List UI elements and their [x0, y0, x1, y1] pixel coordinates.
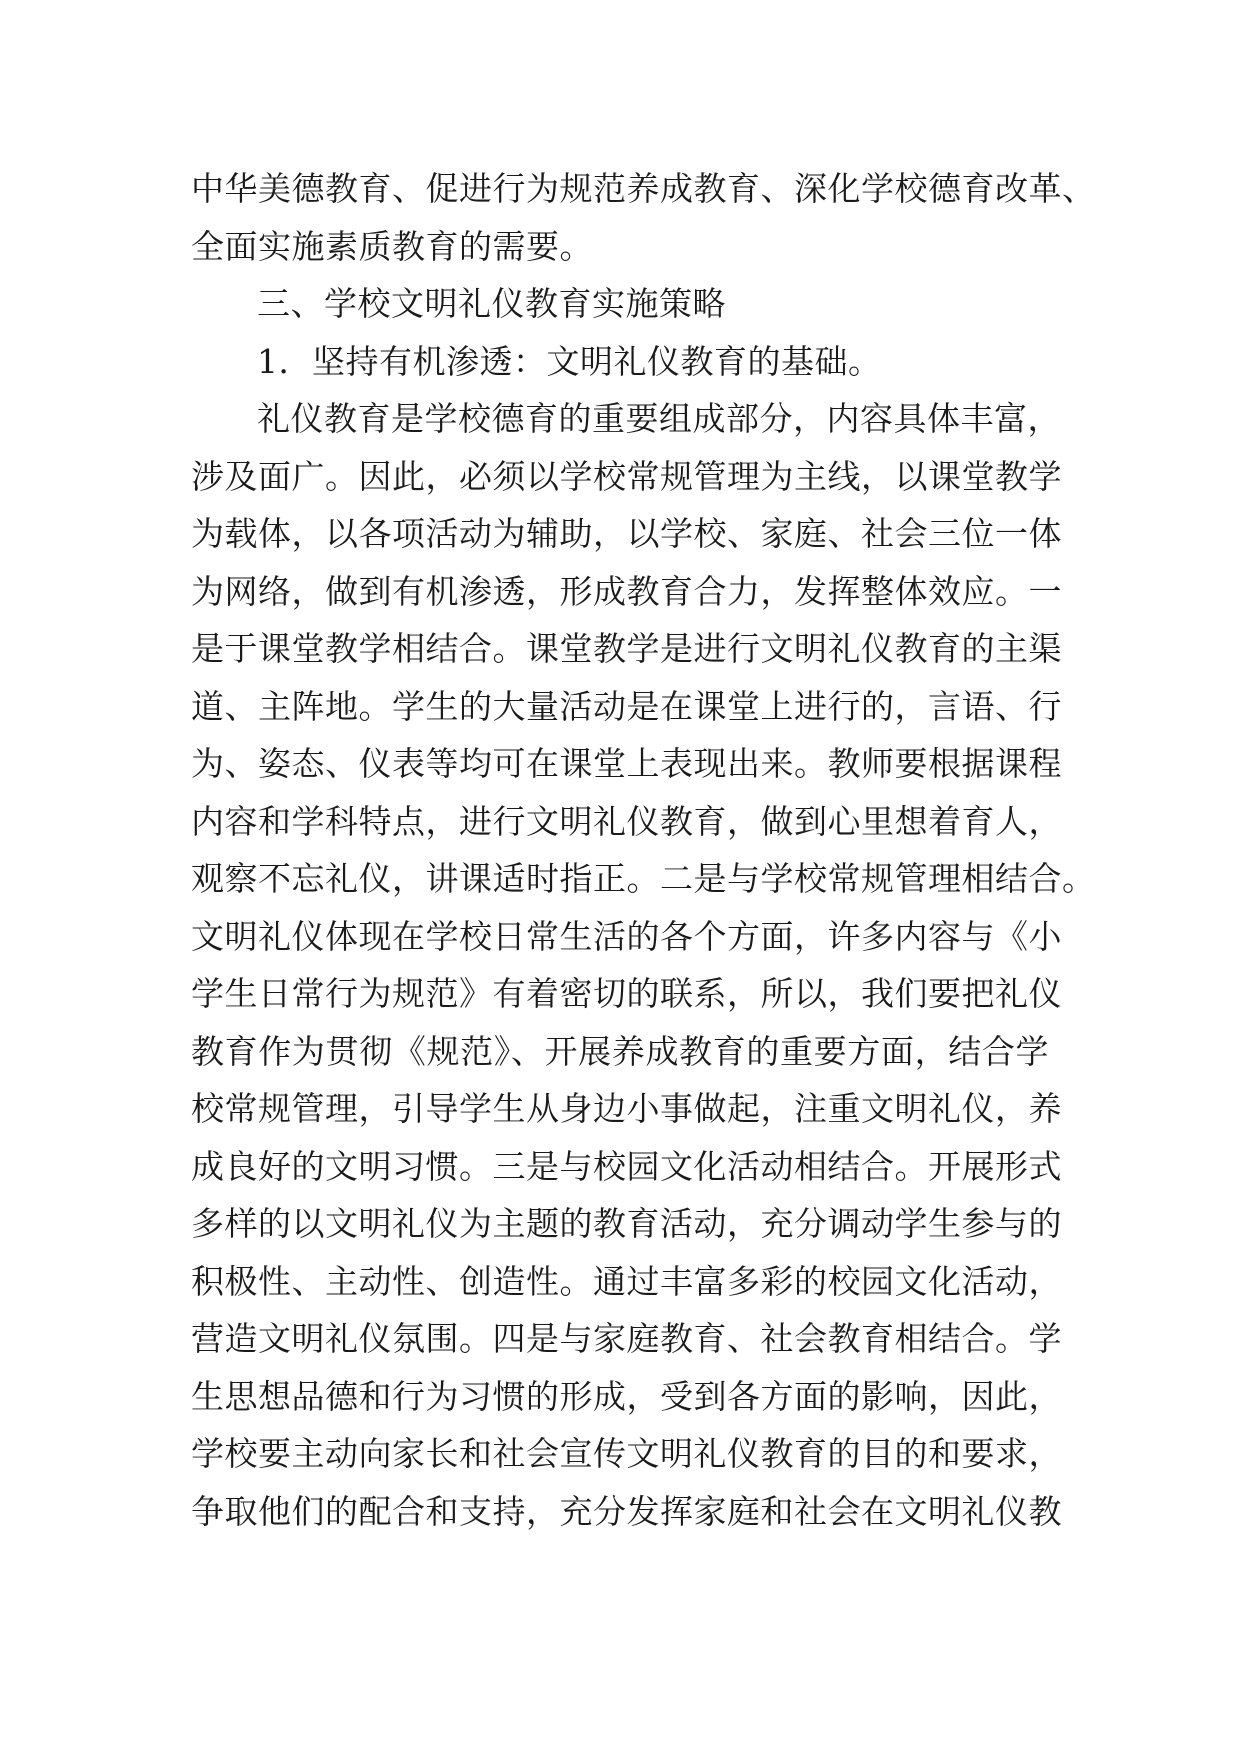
text-line: 为载体，以各项活动为辅助，以学校、家庭、社会三位一体 [191, 514, 1062, 553]
text-line: 学校要主动向家长和社会宣传文明礼仪教育的目的和要求， [191, 1434, 1062, 1473]
text-line: 道、主阵地。学生的大量活动是在课堂上进行的，言语、行 [191, 686, 1062, 726]
text-line: 为网络，做到有机渗透，形成教育合力，发挥整体效应。一 [191, 571, 1062, 611]
subsection-heading: 1．坚持有机渗透：文明礼仪教育的基础。 [257, 341, 882, 381]
text-line: 争取他们的配合和支持，充分发挥家庭和社会在文明礼仪教 [191, 1491, 1062, 1531]
text-line: 营造文明礼仪氛围。四是与家庭教育、社会教育相结合。学 [191, 1319, 1062, 1358]
text-line: 校常规管理，引导学生从身边小事做起，注重文明礼仪，养 [191, 1089, 1062, 1128]
text-line: 全面实施素质教育的需要。 [191, 226, 593, 266]
text-line: 教育作为贯彻《规范》、开展养成教育的重要方面，结合学 [191, 1031, 1049, 1071]
text-line: 中华美德教育、促进行为规范养成教育、深化学校德育改革、 [191, 169, 1096, 208]
text-line: 学生日常行为规范》有着密切的联系，所以，我们要把礼仪 [191, 974, 1062, 1013]
body-text [191, 160, 1096, 1540]
section-heading: 三、学校文明礼仪教育实施策略 [257, 284, 726, 323]
text-line: 涉及面广。因此，必须以学校常规管理为主线，以课堂教学 [191, 456, 1062, 496]
text-line: 积极性、主动性、创造性。通过丰富多彩的校园文化活动， [191, 1261, 1062, 1301]
text-line: 多样的以文明礼仪为主题的教育活动，充分调动学生参与的 [191, 1204, 1062, 1243]
text-line: 观察不忘礼仪，讲课适时指正。二是与学校常规管理相结合。 [191, 859, 1096, 898]
text-line: 是于课堂教学相结合。课堂教学是进行文明礼仪教育的主渠 [191, 629, 1062, 668]
text-line: 为、姿态、仪表等均可在课堂上表现出来。教师要根据课程 [191, 744, 1062, 783]
paragraph-first-line: 礼仪教育是学校德育的重要组成部分，内容具体丰富， [257, 399, 1061, 438]
text-line: 生思想品德和行为习惯的形成，受到各方面的影响，因此， [191, 1376, 1062, 1416]
text-line: 成良好的文明习惯。三是与校园文化活动相结合。开展形式 [191, 1146, 1062, 1186]
text-line: 内容和学科特点，进行文明礼仪教育，做到心里想着育人， [191, 801, 1062, 841]
text-line: 文明礼仪体现在学校日常生活的各个方面，许多内容与《小 [191, 916, 1062, 956]
